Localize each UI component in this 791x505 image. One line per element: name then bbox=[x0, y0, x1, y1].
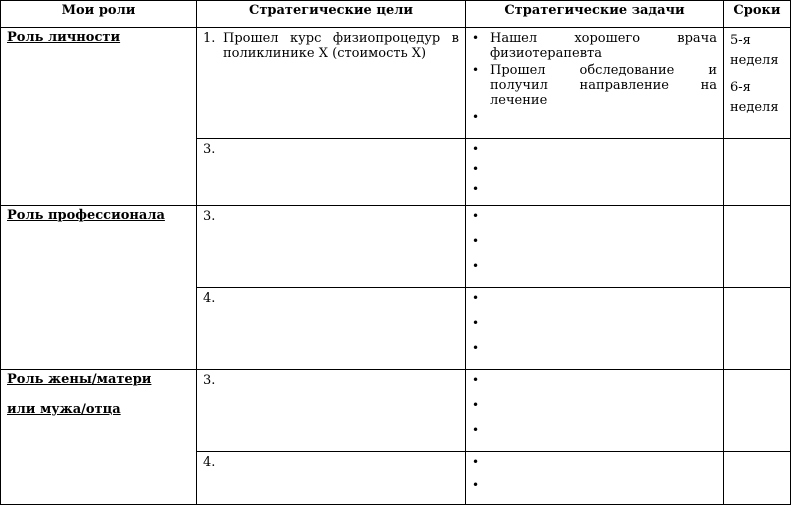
task-text bbox=[490, 259, 717, 274]
task-text bbox=[490, 162, 717, 177]
goal-text bbox=[223, 209, 459, 224]
bullet-icon: • bbox=[472, 316, 480, 330]
bullet-icon: • bbox=[472, 209, 480, 223]
bullet-icon: • bbox=[472, 291, 480, 305]
deadline-cell bbox=[724, 28, 791, 139]
task-text bbox=[490, 316, 717, 331]
bullet-icon: • bbox=[472, 259, 480, 273]
goal-number: 3. bbox=[203, 373, 216, 388]
header-row bbox=[1, 1, 791, 28]
goal-text: Прошел курс физиопроцедур в поликлинике X (стоимость X) bbox=[223, 31, 459, 61]
bullet-icon: • bbox=[472, 142, 480, 156]
task-text: Нашел хорошего врача физиотерапевта bbox=[490, 31, 717, 61]
task-text bbox=[490, 455, 717, 470]
task-cell bbox=[466, 139, 724, 206]
task-item bbox=[472, 63, 717, 108]
task-item bbox=[472, 455, 717, 470]
goal-number: 1. bbox=[203, 31, 216, 46]
task-list bbox=[472, 31, 717, 125]
bullet-icon: • bbox=[472, 234, 480, 248]
task-item bbox=[472, 162, 717, 177]
task-cell bbox=[466, 206, 724, 288]
table-row bbox=[1, 370, 791, 452]
bullet-icon: • bbox=[472, 373, 480, 387]
role-cell-spouse-parent bbox=[1, 370, 197, 505]
task-list bbox=[472, 209, 717, 274]
role-name: Роль профессионала bbox=[7, 208, 165, 223]
task-item bbox=[472, 398, 717, 413]
goal-number: 3. bbox=[203, 142, 216, 157]
bullet-icon: • bbox=[472, 341, 480, 355]
column-header-strategic-tasks: Стратегические задачи bbox=[466, 1, 724, 28]
deadline-text: 5-я неделя bbox=[730, 33, 779, 68]
bullet-icon: • bbox=[472, 162, 480, 176]
bullet-icon: • bbox=[472, 398, 480, 412]
task-item bbox=[472, 478, 717, 493]
bullet-icon: • bbox=[472, 110, 480, 124]
deadline-cell bbox=[724, 206, 791, 288]
bullet-icon: • bbox=[472, 182, 480, 196]
task-text bbox=[490, 373, 717, 388]
task-text bbox=[490, 398, 717, 413]
bullet-icon: • bbox=[472, 478, 480, 492]
task-item bbox=[472, 316, 717, 331]
role-cell-professional bbox=[1, 206, 197, 370]
column-header-my-roles: Мои роли bbox=[1, 1, 197, 28]
deadline-cell bbox=[724, 288, 791, 370]
goal-text bbox=[223, 291, 459, 306]
role-name: или мужа/отца bbox=[7, 401, 121, 417]
task-text bbox=[490, 291, 717, 306]
column-header-deadlines: Сроки bbox=[724, 1, 791, 28]
bullet-icon: • bbox=[472, 63, 480, 77]
task-cell bbox=[466, 452, 724, 505]
role-name: Роль личности bbox=[7, 30, 121, 45]
task-text bbox=[490, 182, 717, 197]
task-text bbox=[490, 423, 717, 438]
task-cell bbox=[466, 28, 724, 139]
task-list bbox=[472, 373, 717, 438]
task-item bbox=[472, 182, 717, 197]
task-text bbox=[490, 478, 717, 493]
task-item bbox=[472, 373, 717, 388]
table-row bbox=[1, 206, 791, 288]
goal-number: 3. bbox=[203, 209, 216, 224]
task-text bbox=[490, 142, 717, 157]
goal-number: 4. bbox=[203, 291, 216, 306]
task-cell bbox=[466, 288, 724, 370]
deadline-text: 6-я неделя bbox=[730, 80, 779, 115]
task-text bbox=[490, 209, 717, 224]
goal-number: 4. bbox=[203, 455, 216, 470]
task-item bbox=[472, 31, 717, 61]
bullet-icon: • bbox=[472, 423, 480, 437]
column-header-strategic-goals: Стратегические цели bbox=[197, 1, 466, 28]
deadline-cell bbox=[724, 139, 791, 206]
task-item bbox=[472, 291, 717, 306]
task-item bbox=[472, 259, 717, 274]
task-item bbox=[472, 423, 717, 438]
task-text bbox=[490, 110, 717, 125]
table-row bbox=[1, 28, 791, 139]
goal-cell bbox=[197, 288, 466, 370]
bullet-icon: • bbox=[472, 455, 480, 469]
deadline-cell bbox=[724, 452, 791, 505]
goal-text bbox=[223, 373, 459, 388]
task-text bbox=[490, 341, 717, 356]
task-text: Прошел обследование и получил направление на лечение bbox=[490, 63, 717, 108]
goal-cell bbox=[197, 206, 466, 288]
role-name: Роль жены/матери bbox=[7, 372, 152, 387]
goal-text bbox=[223, 455, 459, 470]
task-item bbox=[472, 341, 717, 356]
goal-cell bbox=[197, 139, 466, 206]
goal-text bbox=[223, 142, 459, 157]
goal-cell bbox=[197, 28, 466, 139]
goal-cell bbox=[197, 452, 466, 505]
task-list bbox=[472, 142, 717, 197]
task-item bbox=[472, 234, 717, 249]
task-cell bbox=[466, 370, 724, 452]
task-text bbox=[490, 234, 717, 249]
task-item bbox=[472, 110, 717, 125]
bullet-icon: • bbox=[472, 31, 480, 45]
goal-cell bbox=[197, 370, 466, 452]
task-list bbox=[472, 291, 717, 356]
deadline-cell bbox=[724, 370, 791, 452]
task-item bbox=[472, 142, 717, 157]
task-item bbox=[472, 209, 717, 224]
role-cell-personality bbox=[1, 28, 197, 206]
task-list bbox=[472, 455, 717, 493]
